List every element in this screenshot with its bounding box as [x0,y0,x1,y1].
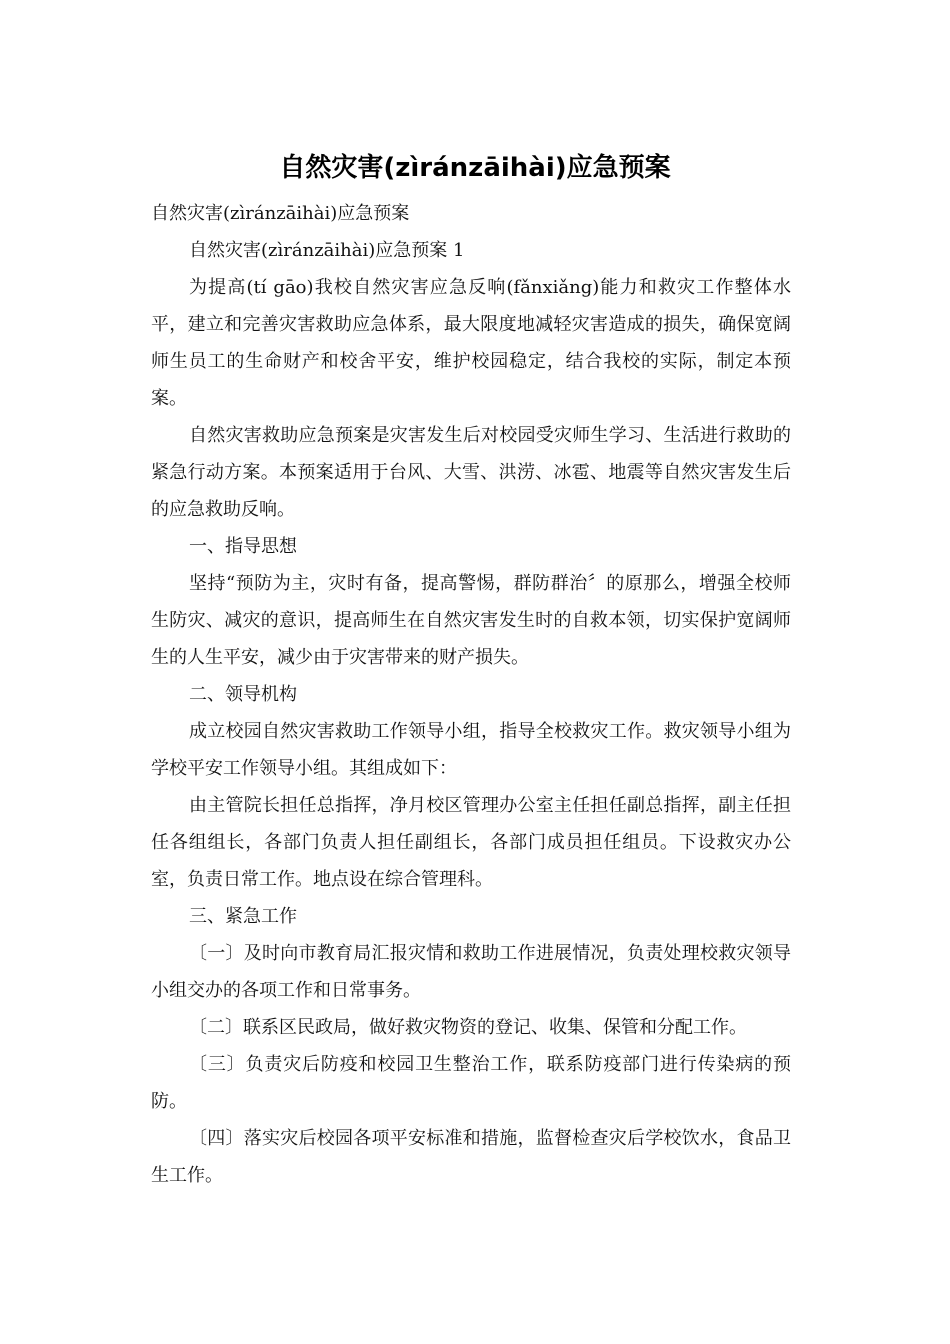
document-body [151,195,791,1194]
list-item: 〔三〕负责灾后防疫和校园卫生整治工作，联系防疫部门进行传染病的预防。 [151,1054,791,1112]
section-heading: 三、紧急工作 [189,906,297,927]
section-heading: 一、指导思想 [189,536,297,557]
paragraph: 坚持“预防为主，灾时有备，提高警惕，群防群治〞的原那么，增强全校师生防灾、减灾的意识，提高师生在自然灾害发生时的自救本领，切实保护宽阔师生的人生平安，减少由于灾害带来的财产损失。 [151,573,791,668]
paragraph: 自然灾害救助应急预案是灾害发生后对校园受灾师生学习、生活进行救助的紧急行动方案。本预案适用于台风、大雪、洪涝、冰雹、地震等自然灾害发生后的应急救助反响。 [151,425,791,520]
paragraph: 由主管院长担任总指挥，净月校区管理办公室主任担任副总指挥，副主任担任各组组长，各部门负责人担任副组长，各部门成员担任组员。下设救灾办公室，负责日常工作。地点设在综合管理科。 [151,795,791,890]
document-title: 自然灾害(zìránzāihài)应急预案 [279,153,671,183]
doc-section-heading: 自然灾害(zìránzāihài)应急预案 1 [189,240,465,261]
paragraph: 为提高(tí gāo)我校自然灾害应急反响(fǎnxiǎng)能力和救灾工作整体水平，建立和完善灾害救助应急体系，最大限度地减轻灾害造成的损失，确保宽阔师生员工的生命财产和校舍平安，维护校园稳定，结合我校的实际，制定本预案。 [151,277,791,409]
list-item: 〔四〕落实灾后校园各项平安标准和措施，监督检查灾后学校饮水，食品卫生工作。 [151,1128,791,1186]
section-heading: 二、领导机构 [189,684,297,705]
paragraph: 成立校园自然灾害救助工作领导小组，指导全校救灾工作。救灾领导小组为学校平安工作领导小组。其组成如下： [151,721,791,779]
list-item: 〔二〕联系区民政局，做好救灾物资的登记、收集、保管和分配工作。 [189,1017,747,1038]
doc-subtitle: 自然灾害(zìránzāihài)应急预案 [151,203,410,224]
list-item: 〔一〕及时向市教育局汇报灾情和救助工作进展情况，负责处理校救灾领导小组交办的各项工作和日常事务。 [151,943,791,1001]
